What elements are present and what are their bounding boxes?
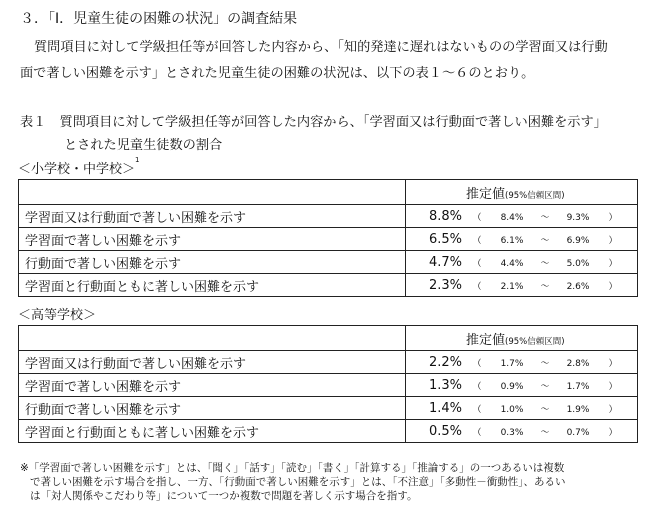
ci-upper: 5.0% bbox=[566, 258, 590, 269]
table-row bbox=[19, 374, 638, 397]
pct-value: 1.4% bbox=[428, 400, 462, 416]
ci-lower: 2.1% bbox=[500, 281, 524, 292]
intro-line-2: 面で著しい困難を示す」とされた児童生徒の困難の状況は、以下の表１～６のとおり。 bbox=[20, 66, 535, 81]
header-blank-cell bbox=[19, 180, 406, 205]
row-value bbox=[406, 205, 638, 228]
ci-upper: 1.7% bbox=[566, 381, 590, 392]
row-label: 行動面で著しい困難を示す bbox=[19, 251, 406, 274]
tilde: ～ bbox=[540, 258, 550, 269]
table-caption-line-2: とされた児童生徒数の割合 bbox=[64, 138, 223, 153]
estimate-header: 推定値 bbox=[466, 332, 506, 348]
row-value bbox=[406, 274, 638, 297]
paren-close: ） bbox=[608, 235, 618, 246]
paren-close: ） bbox=[608, 404, 618, 415]
row-value bbox=[406, 228, 638, 251]
paren-open: （ bbox=[472, 427, 482, 438]
pct-value: 2.3% bbox=[428, 277, 462, 293]
row-value bbox=[406, 397, 638, 420]
table-row bbox=[19, 351, 638, 374]
tilde: ～ bbox=[540, 281, 550, 292]
ci-lower: 1.0% bbox=[500, 404, 524, 415]
ci-upper: 1.9% bbox=[566, 404, 590, 415]
row-value bbox=[406, 351, 638, 374]
row-label: 学習面と行動面ともに著しい困難を示す bbox=[19, 274, 406, 297]
section-title-high-school: ＜高等学校＞ bbox=[18, 308, 97, 323]
row-value bbox=[406, 420, 638, 443]
table-row bbox=[19, 228, 638, 251]
ci-lower: 0.3% bbox=[500, 427, 524, 438]
section-heading: ３．「Ⅰ．児童生徒の困難の状況」の調査結果 bbox=[20, 11, 298, 27]
row-label: 学習面と行動面ともに著しい困難を示す bbox=[19, 420, 406, 443]
pct-value: 2.2% bbox=[428, 354, 462, 370]
pct-value: 1.3% bbox=[428, 377, 462, 393]
section-title-text: ＜小学校・中学校＞ bbox=[18, 162, 136, 177]
tilde: ～ bbox=[540, 212, 550, 223]
header-blank-cell bbox=[19, 326, 406, 351]
footnote-line-3: は「対人関係やこだわり等」について一つか複数で問題を著しく示す場合を指す。 bbox=[30, 490, 418, 502]
row-label: 学習面又は行動面で著しい困難を示す bbox=[19, 351, 406, 374]
paren-close: ） bbox=[608, 358, 618, 369]
row-label: 行動面で著しい困難を示す bbox=[19, 397, 406, 420]
pct-value: 0.5% bbox=[428, 423, 462, 439]
table-row bbox=[19, 420, 638, 443]
section-title-elementary bbox=[18, 158, 139, 177]
paren-open: （ bbox=[472, 235, 482, 246]
ci-lower: 6.1% bbox=[500, 235, 524, 246]
table-header-row bbox=[19, 180, 638, 205]
ci-upper: 2.8% bbox=[566, 358, 590, 369]
header-estimate-cell bbox=[406, 326, 638, 351]
table-caption-line-1: 表１ 質問項目に対して学級担任等が回答した内容から、「学習面又は行動面で著しい困難を示す」 bbox=[20, 115, 607, 130]
tilde: ～ bbox=[540, 235, 550, 246]
footnote-line-2: で著しい困難を示す場合を指し、一方、「行動面で著しい困難を示す」とは、「不注意」「多動性－衝動性」、あるい bbox=[30, 476, 566, 488]
ci-upper: 2.6% bbox=[566, 281, 590, 292]
table-high-school bbox=[18, 325, 638, 443]
pct-value: 8.8% bbox=[428, 208, 462, 224]
tilde: ～ bbox=[540, 427, 550, 438]
ci-lower: 0.9% bbox=[500, 381, 524, 392]
row-label: 学習面又は行動面で著しい困難を示す bbox=[19, 205, 406, 228]
ci-lower: 4.4% bbox=[500, 258, 524, 269]
estimate-header: 推定値 bbox=[466, 186, 506, 202]
ci-lower: 8.4% bbox=[500, 212, 524, 223]
tilde: ～ bbox=[540, 358, 550, 369]
table-row bbox=[19, 397, 638, 420]
ci-upper: 9.3% bbox=[566, 212, 590, 223]
paren-open: （ bbox=[472, 381, 482, 392]
footnote-line-1: ※「学習面で著しい困難を示す」とは、「聞く」「話す」「読む」「書く」「計算する」「推論する」の一つあるいは複数 bbox=[20, 462, 565, 474]
intro-line-1: 質問項目に対して学級担任等が回答した内容から、「知的発達に遅れはないものの学習面又は行動 bbox=[34, 40, 608, 55]
paren-close: ） bbox=[608, 258, 618, 269]
paren-close: ） bbox=[608, 427, 618, 438]
row-value bbox=[406, 251, 638, 274]
ci-header: (95%信頼区間) bbox=[505, 190, 565, 201]
paren-open: （ bbox=[472, 258, 482, 269]
header-estimate-cell bbox=[406, 180, 638, 205]
paren-close: ） bbox=[608, 381, 618, 392]
paren-open: （ bbox=[472, 281, 482, 292]
ci-lower: 1.7% bbox=[500, 358, 524, 369]
pct-value: 6.5% bbox=[428, 231, 462, 247]
paren-close: ） bbox=[608, 212, 618, 223]
table-header-row bbox=[19, 326, 638, 351]
paren-open: （ bbox=[472, 404, 482, 415]
ci-upper: 0.7% bbox=[566, 427, 590, 438]
table-row bbox=[19, 205, 638, 228]
paren-open: （ bbox=[472, 358, 482, 369]
table-elementary bbox=[18, 179, 638, 297]
pct-value: 4.7% bbox=[428, 254, 462, 270]
ci-header: (95%信頼区間) bbox=[505, 336, 565, 347]
table-row bbox=[19, 251, 638, 274]
ci-upper: 6.9% bbox=[566, 235, 590, 246]
table-row bbox=[19, 274, 638, 297]
paren-close: ） bbox=[608, 281, 618, 292]
row-label: 学習面で著しい困難を示す bbox=[19, 374, 406, 397]
footnote-marker: 1 bbox=[135, 156, 140, 164]
tilde: ～ bbox=[540, 404, 550, 415]
row-label: 学習面で著しい困難を示す bbox=[19, 228, 406, 251]
row-value bbox=[406, 374, 638, 397]
tilde: ～ bbox=[540, 381, 550, 392]
paren-open: （ bbox=[472, 212, 482, 223]
